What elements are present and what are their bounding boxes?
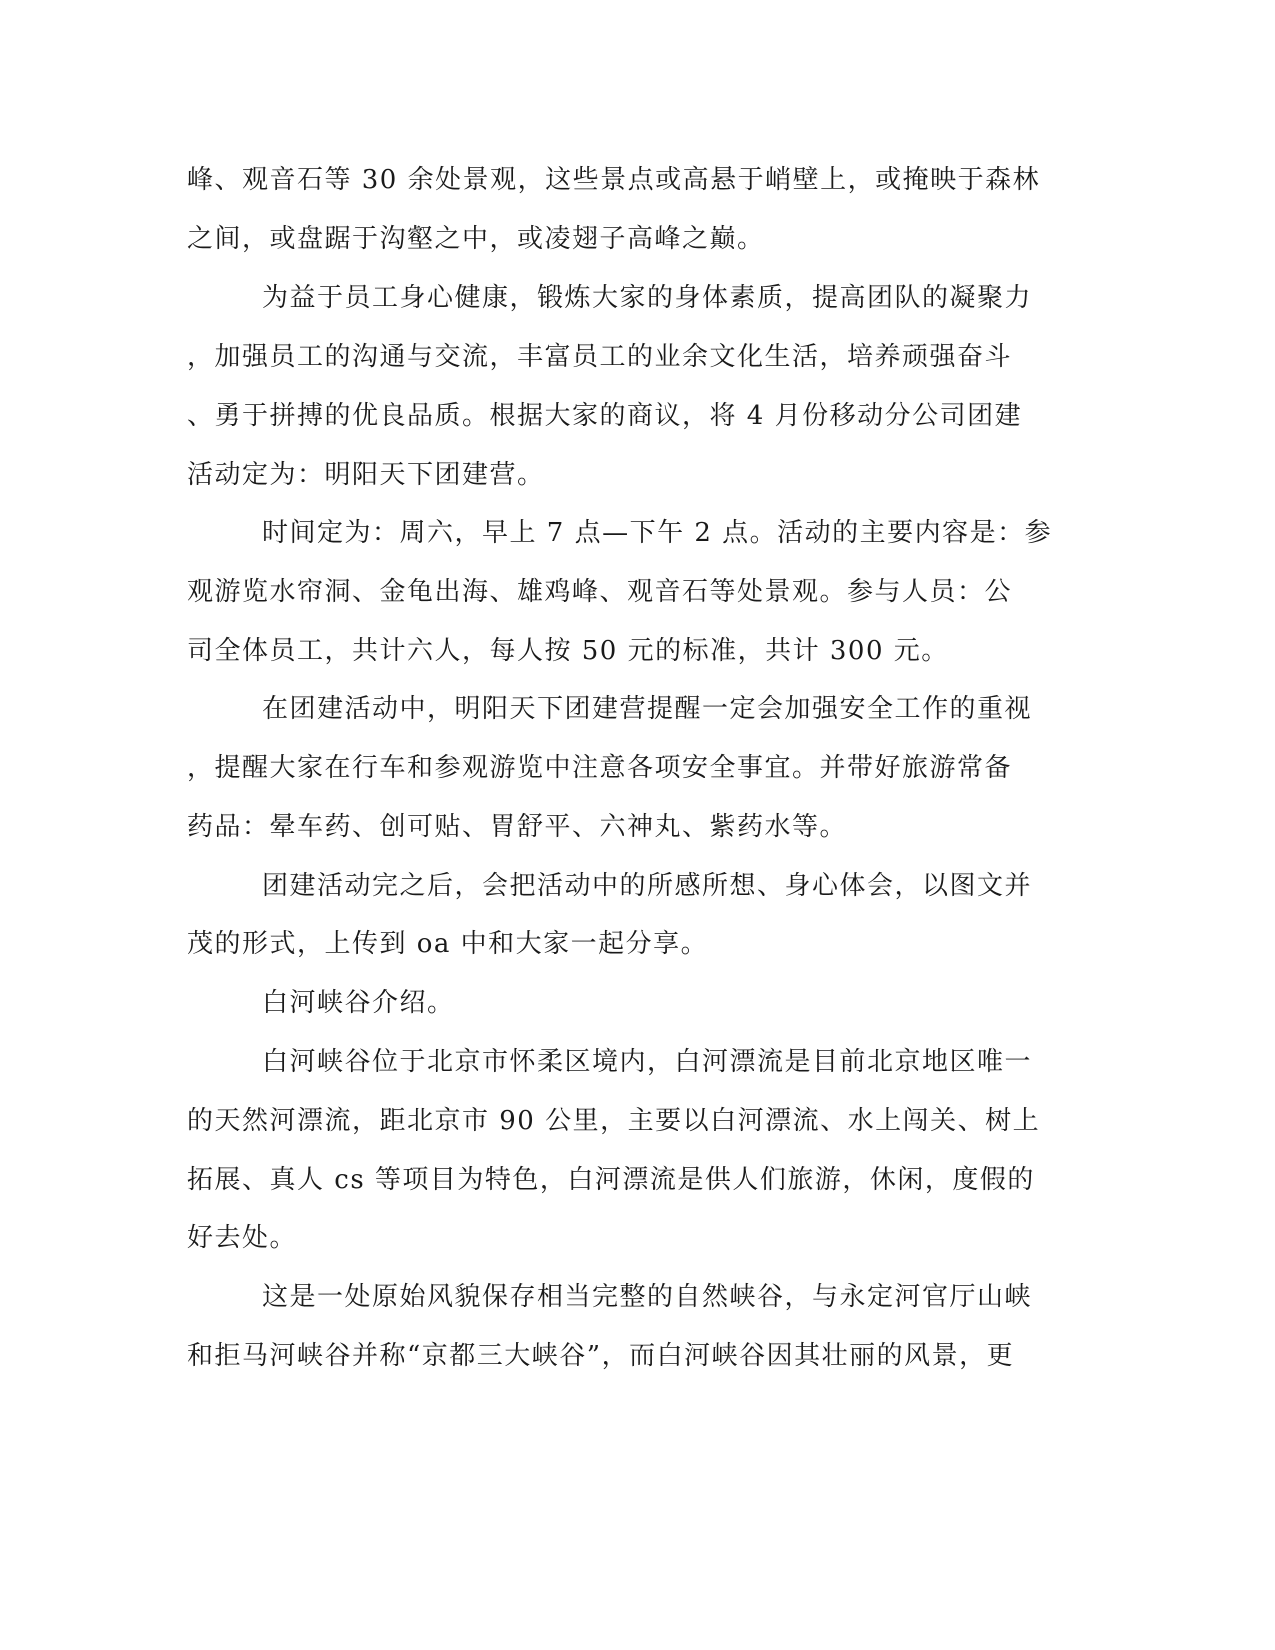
text-line: ，加强员工的沟通与交流，丰富员工的业余文化生活，培养顽强奋斗 — [187, 342, 1013, 372]
paragraph-first-line: 这是一处原始风貌保存相当完整的自然峡谷，与永定河官厅山峡 — [262, 1282, 1033, 1312]
paragraph-first-line: 时间定为：周六，早上 7 点—下午 2 点。活动的主要内容是：参 — [262, 518, 1053, 548]
text-line: 和拒马河峡谷并称“京都三大峡谷”，而白河峡谷因其壮丽的风景，更 — [187, 1341, 1015, 1371]
paragraph-first-line: 在团建活动中，明阳天下团建营提醒一定会加强安全工作的重视 — [262, 694, 1033, 724]
text-line: 活动定为：明阳天下团建营。 — [187, 460, 545, 490]
paragraph-first-line: 为益于员工身心健康，锻炼大家的身体素质，提高团队的凝聚力 — [262, 283, 1033, 313]
text-line: 药品：晕车药、创可贴、胃舒平、六神丸、紫药水等。 — [187, 812, 848, 842]
text-line: 峰、观音石等 30 余处景观，这些景点或高悬于峭壁上，或掩映于森林 — [187, 165, 1041, 195]
text-line: 好去处。 — [187, 1223, 298, 1253]
paragraph-first-line: 团建活动完之后，会把活动中的所感所想、身心体会，以图文并 — [262, 871, 1033, 901]
text-line: 观游览水帘洞、金龟出海、雄鸡峰、观音石等处景观。参与人员：公 — [187, 577, 1013, 607]
text-line: 的天然河漂流，距北京市 90 公里，主要以白河漂流、水上闯关、树上 — [187, 1106, 1041, 1136]
text-line: 茂的形式，上传到 oa 中和大家一起分享。 — [187, 929, 709, 959]
text-line: 之间，或盘踞于沟壑之中，或凌翅子高峰之巅。 — [187, 224, 765, 254]
paragraph-first-line: 白河峡谷位于北京市怀柔区境内，白河漂流是目前北京地区唯一 — [262, 1047, 1033, 1077]
text-line: ，提醒大家在行车和参观游览中注意各项安全事宜。并带好旅游常备 — [187, 753, 1013, 783]
text-line: 司全体员工，共计六人，每人按 50 元的标准，共计 300 元。 — [187, 636, 949, 666]
text-line: 拓展、真人 cs 等项目为特色，白河漂流是供人们旅游，休闲，度假的 — [187, 1165, 1035, 1195]
section-heading: 白河峡谷介绍。 — [262, 988, 455, 1018]
text-line: 、勇于拼搏的优良品质。根据大家的商议，将 4 月份移动分公司团建 — [187, 401, 1023, 431]
